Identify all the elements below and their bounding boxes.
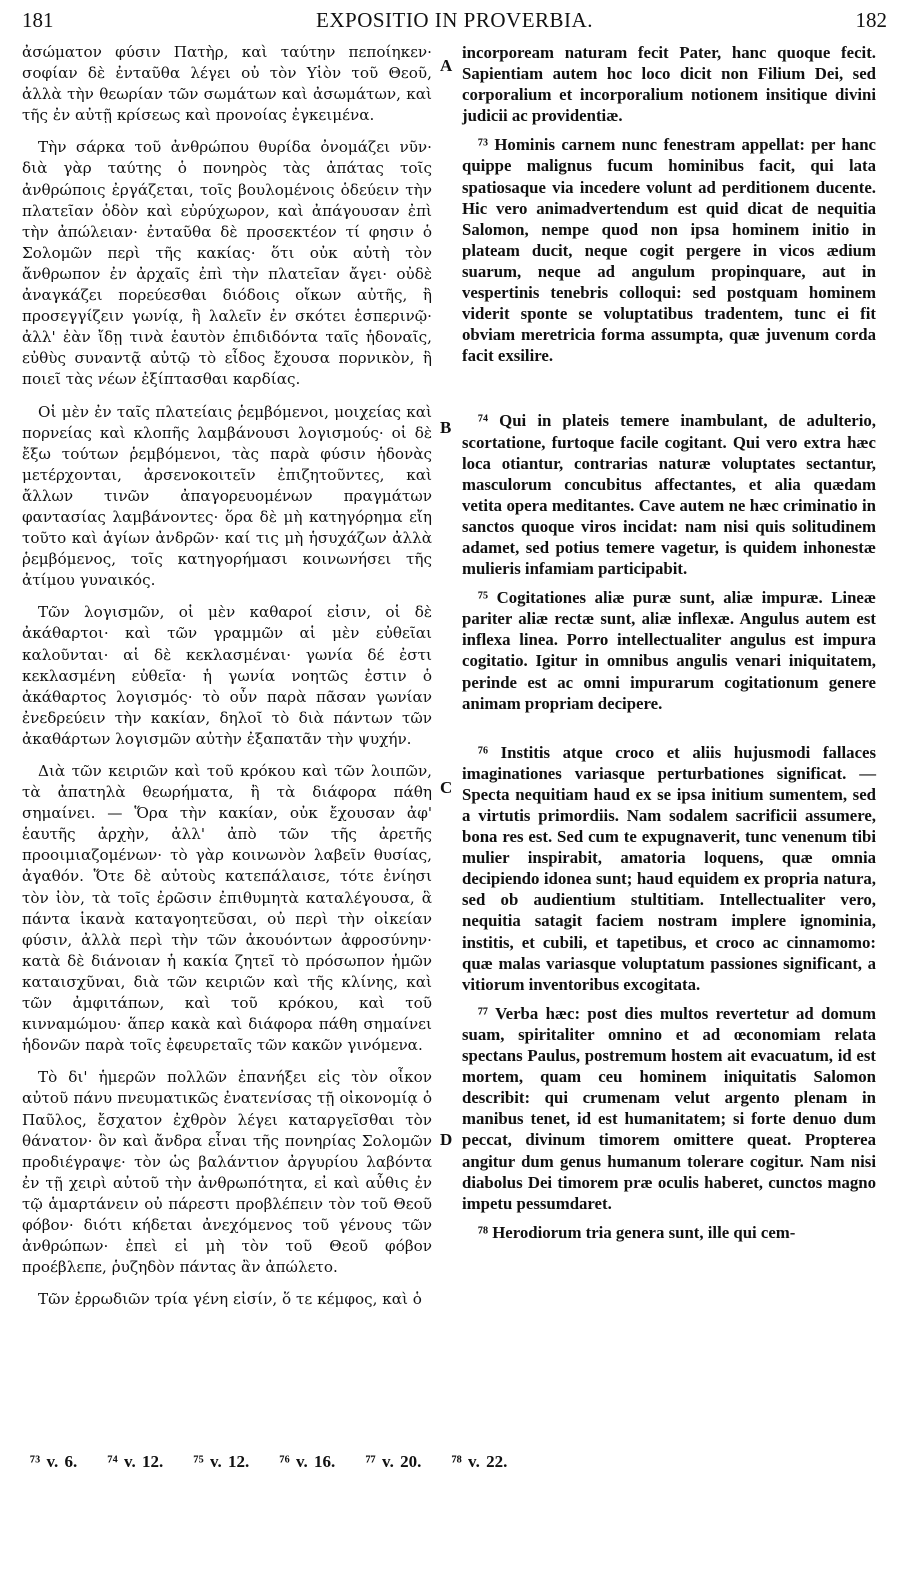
footnote: ⁷⁴ v. 12. xyxy=(107,1452,164,1471)
margin-marker-d: D xyxy=(440,1130,453,1149)
latin-paragraph: incorpoream naturam fecit Pater, hanc quoque fecit. Sapientiam autem hoc loco dicit non Filium Dei, sed corporalium et incorporalium notionem insitique divini judicii ac providentiæ. xyxy=(462,43,876,126)
greek-paragraph: Οἱ μὲν ἐν ταῖς πλατείαις ῥεμβόμενοι, μοιχείας καὶ πορνείας καὶ κλοπῆς λαμβάνουσι λογισμούς· οἱ δὲ ἔξω τούτων ῥεμβόμενοι, τὰς παρὰ φύσιν ἡδονὰς μετέρχονται, ἀρσενοκοιτεῖν ἐπιζητοῦντες, καὶ ἄλλων τινῶν ἀπαγορευομένων πραγμάτων φαντασίας λαμβάνοντες· ὅρα δὲ μὴ κατηγόρημα εἴη τοῦτο καὶ ἁγίων ἀνδρῶν· καί τις μὴ ἡσυχάζων ἀλλὰ ῥεμβόμενος, τοῖς κατηγορήμασι κοινωνήσει τῆς ἀτίμου γυναικός. xyxy=(22,402,432,590)
greek-paragraph: Τῶν λογισμῶν, οἱ μὲν καθαροί εἰσιν, οἱ δὲ ἀκάθαρτοι· καὶ τῶν γραμμῶν αἱ μὲν εὐθεῖαι καλοῦνται· αἱ δὲ κεκλασμέναι· γωνία δέ ἐστι κεκλασμένη εὐθεῖα· ἡ γωνία νοητῶς ἐστιν ὁ ἀκάθαρτος λογισμός· τὸ οὖν παρὰ πᾶσαν γωνίαν ἐνεδρεύειν τὴν κακίαν, δηλοῖ τὸ διὰ πάντων τῶν ἀκαθάρτων λογισμῶν αὐτὴν ἐξαπατᾶν τὴν ψυχήν. xyxy=(22,603,432,748)
latin-paragraph: ⁷³ Hominis carnem nunc fenestram appellat: per hanc quippe malignus fucum hominibus facit, qui lata spatiosaque via incedere volunt ad perditionem ducente. Hic vero animadvertendum est quid dicat de nequitia Salomon, nempe quod non ipsa hominem initio in plateam ducit, neque cogit pergere in vicos ædium suarum, neque ad angulum propinquare, aut in vespertinis tenebris colloqui: sed postquam hominem viderit sponte se voluptatibus tradentem, tunc ei fit obviam meretricia forma assumpta, quæ juvenum corda facit exsilire. xyxy=(462,135,876,366)
page-header xyxy=(22,8,887,38)
greek-paragraph: ἀσώματον φύσιν Πατὴρ, καὶ ταύτην πεποίηκεν· σοφίαν δὲ ἐνταῦθα λέγει οὐ τὸν Υἱὸν τοῦ Θεοῦ, ἀλλὰ τὴν θεωρίαν τῶν σωμάτων καὶ ἀσωμάτων, καὶ τῆς ἐν αὐτῇ κρίσεως καὶ προνοίας ἐγκειμένα. xyxy=(22,43,432,125)
latin-paragraph: ⁷⁴ Qui in plateis temere inambulant, de adulterio, scortatione, furtoque facile cogitant. Qui vero extra hæc loca otiantur, contrarias naturæ voluptates sectantur, masculorum concubitus affectantes, et alia quædam vetita opera meditantes. Cave autem ne hæc criminatio in sanctos quoque viros incidat: nam nisi quis solitudinem adamet, sed potius temere vagetur, is quidem inhonestæ mulieris infamiam participabit. xyxy=(462,411,876,579)
page-number-right: 182 xyxy=(855,8,887,32)
greek-paragraph: Τῶν ἐρρωδιῶν τρία γένη εἰσίν, ὅ τε κέμφος, καὶ ὁ xyxy=(38,1290,422,1309)
margin-marker-a: A xyxy=(440,56,453,75)
greek-paragraph: Τὸ δι' ἡμερῶν πολλῶν ἐπανήξει εἰς τὸν οἶκον αὐτοῦ πάνυ πνευματικῶς ἐνατενίσας τῇ οἰκονομίᾳ ὁ Παῦλος, ἔσχατον ἐχθρὸν λέγει καταργεῖσθαι τὸν θάνατον· ὃν καὶ ἄνδρα εἶναι τῆς πονηρίας Σολομῶν προδιέγραψε· τὸν ὡς βαλάντιον ἀργυρίου λαβόντα ἐν τῇ χειρὶ αὐτοῦ τὴν ἀνθρωπότητα, εἰ καὶ αὖθις ἐν τῷ ἁμαρτάνειν οὐ πάρεστι προβλέπειν τὸν τοῦ Θεοῦ φόβον· διότι κήδεται ἀνεχόμενος τοῦ γένους τῶν ἀνθρώπων· ἐπεὶ εἰ μὴ τὸν τοῦ Θεοῦ φόβον προέβλεπε, ῥυζηδὸν πάντας ἂν ἀπώλετο. xyxy=(22,1068,432,1277)
margin-marker-b: B xyxy=(440,418,452,437)
footnotes xyxy=(30,1452,883,1472)
margin-marker-c: C xyxy=(440,778,453,797)
greek-paragraph: Τὴν σάρκα τοῦ ἀνθρώπου θυρίδα ὀνομάζει νῦν· διὰ γὰρ ταύτης ὁ πονηρὸς τὰς ἀπάτας τοῖς ἀνθρώποις ἐργάζεται, τοῖς βουλομένοις ὁδεύειν τὴν πλατεῖαν ὁδὸν καὶ εὐρύχωρον, καὶ ἀπάγουσαν ἐπὶ τὴν ἀπώλειαν· ἐνταῦθα δὲ προσεκτέον τί φησιν ὁ Σολομῶν περὶ τῆς κακίας· ὅτι οὐκ αὐτὴ τὸν ἄνθρωπον ἐν ἀρχαῖς ἐπὶ τὴν πλατεῖαν ἄγει· οὐδὲ ἀναγκάζει πορεύεσθαι διόδοις οἴκων αὐτῆς, ἢ προσεγγίζειν γωνίᾳ, ἢ λαλεῖν ἐν σκότει ἑσπερινῷ· ἀλλ' ἐὰν ἴδῃ τινὰ ἑαυτὸν ἐπιδιδόντα ταῖς ἡδοναῖς, εὐθὺς συναντᾷ αὐτῷ τὸ εἶδος ἔχουσα πορνικὸν, ἣ ποιεῖ τὰς νέων ἐξίπτασθαι καρδίας. xyxy=(22,138,432,389)
greek-paragraph: Διὰ τῶν κειριῶν καὶ τοῦ κρόκου καὶ τῶν λοιπῶν, τὰ ἀπατηλὰ θεωρήματα, ἢ τὰ διάφορα πάθη σημαίνει. — Ὅρα τὴν κακίαν, οὐκ ἔχουσαν ἀφ' ἑαυτῆς ἀρχὴν, ἀλλ' ἀπὸ τῶν τῆς ἀρετῆς προοιμιαζομένων· τὸ γὰρ κοινωνὸν λαβεῖν θυσίας, ἀγαθόν. Ὅτε δὲ αὐτοὺς κατεπάλαισε, τότε ἐνίησι τὸν ἰὸν, τὰ τοῖς ἐρῶσιν ἐπιθυμητὰ καταλέγουσα, ἃ πάντα ἱκανὰ καταγοητεῦσαι, οὐ περὶ τὴν οἰκείαν φύσιν, ἀλλὰ περὶ τὴν τῶν ἀκουόντων ἀφροσύνην· κατὰ δὲ διάνοιαν ἡ κακία ζητεῖ τὸ πρόσωπον ἡμῶν καταισχῦναι, διὰ τῶν κειριῶν καὶ τῆς κλίνης, καὶ τῶν ἀμφιτάπων, καὶ τοῦ κρόκου, καὶ τοῦ κινναμώμου· ἅπερ κακὰ καὶ διάφορα πάθη σημαίνει ἡδονῶν παρὰ τοῖς ἐφευρεταῖς τῶν κακῶν γινόμενα. xyxy=(22,762,432,1055)
latin-paragraph: ⁷⁸ Herodiorum tria genera sunt, ille qui cem- xyxy=(478,1222,796,1242)
latin-paragraph: ⁷⁵ Cogitationes aliæ puræ sunt, aliæ impuræ. Lineæ pariter aliæ rectæ sunt, aliæ inflexæ. Angulus autem est inflexa linea. Porro intellectualiter angulus est impura cogitatio. Igitur in omnibus angulis venari iniquitatem, perinde est ac omni impurarum cogitationum genere animam propriam decipere. xyxy=(462,588,876,713)
greek-column xyxy=(22,42,432,1318)
latin-paragraph: ⁷⁶ Institis atque croco et aliis hujusmodi fallaces imaginationes variasque perturbationes significat. — Specta nequitiam haud ex se ipsa initium sumentem, sed a virtutis primordiis. Nam sodalem sacrificii assumere, bona res est. Sed cum te expugnaverit, tunc venenum tibi mulier inspirabit, amatoria loquens, quæ omnia decipiendo idonea sunt; haud equidem ex propria natura, sed ob audientium stultitiam. Intellectualiter vero, nequitia satagit faciem nostram implere ignominia, institis, et cubili, et tapetibus, et croco ac cinnamomo: quæ malas variasque voluptatum passiones significant, a vitiorum inventoribus excogitata. xyxy=(462,742,876,994)
latin-column xyxy=(462,42,876,1251)
latin-paragraph: ⁷⁷ Verba hæc: post dies multos revertetur ad domum suam, spiritaliter omnino et ad œconomiam relata spectans Paulus, postremum hostem ait evacuatum, id est mortem, quam ceu hominem iniquitatis Salomon describit: qui crumenam velut argento plenam in manibus tenet, id est humanitatem; si forte denuo dum peccat, divinum timorem omittere queat. Propterea angitur dum genus humanum tolerare cogitur. Nam nisi diabolus Dei timorem præ oculis haberet, cunctos magno impetu pessumdaret. xyxy=(462,1003,876,1213)
footnote: ⁷⁷ v. 20. xyxy=(365,1452,422,1471)
footnote: ⁷⁵ v. 12. xyxy=(193,1452,250,1471)
footnote: ⁷⁶ v. 16. xyxy=(279,1452,336,1471)
footnote: ⁷³ v. 6. xyxy=(30,1452,78,1471)
page-number-left: 181 xyxy=(22,8,54,32)
running-title: EXPOSITIO IN PROVERBIA. xyxy=(316,8,593,32)
footnote: ⁷⁸ v. 22. xyxy=(451,1452,508,1471)
